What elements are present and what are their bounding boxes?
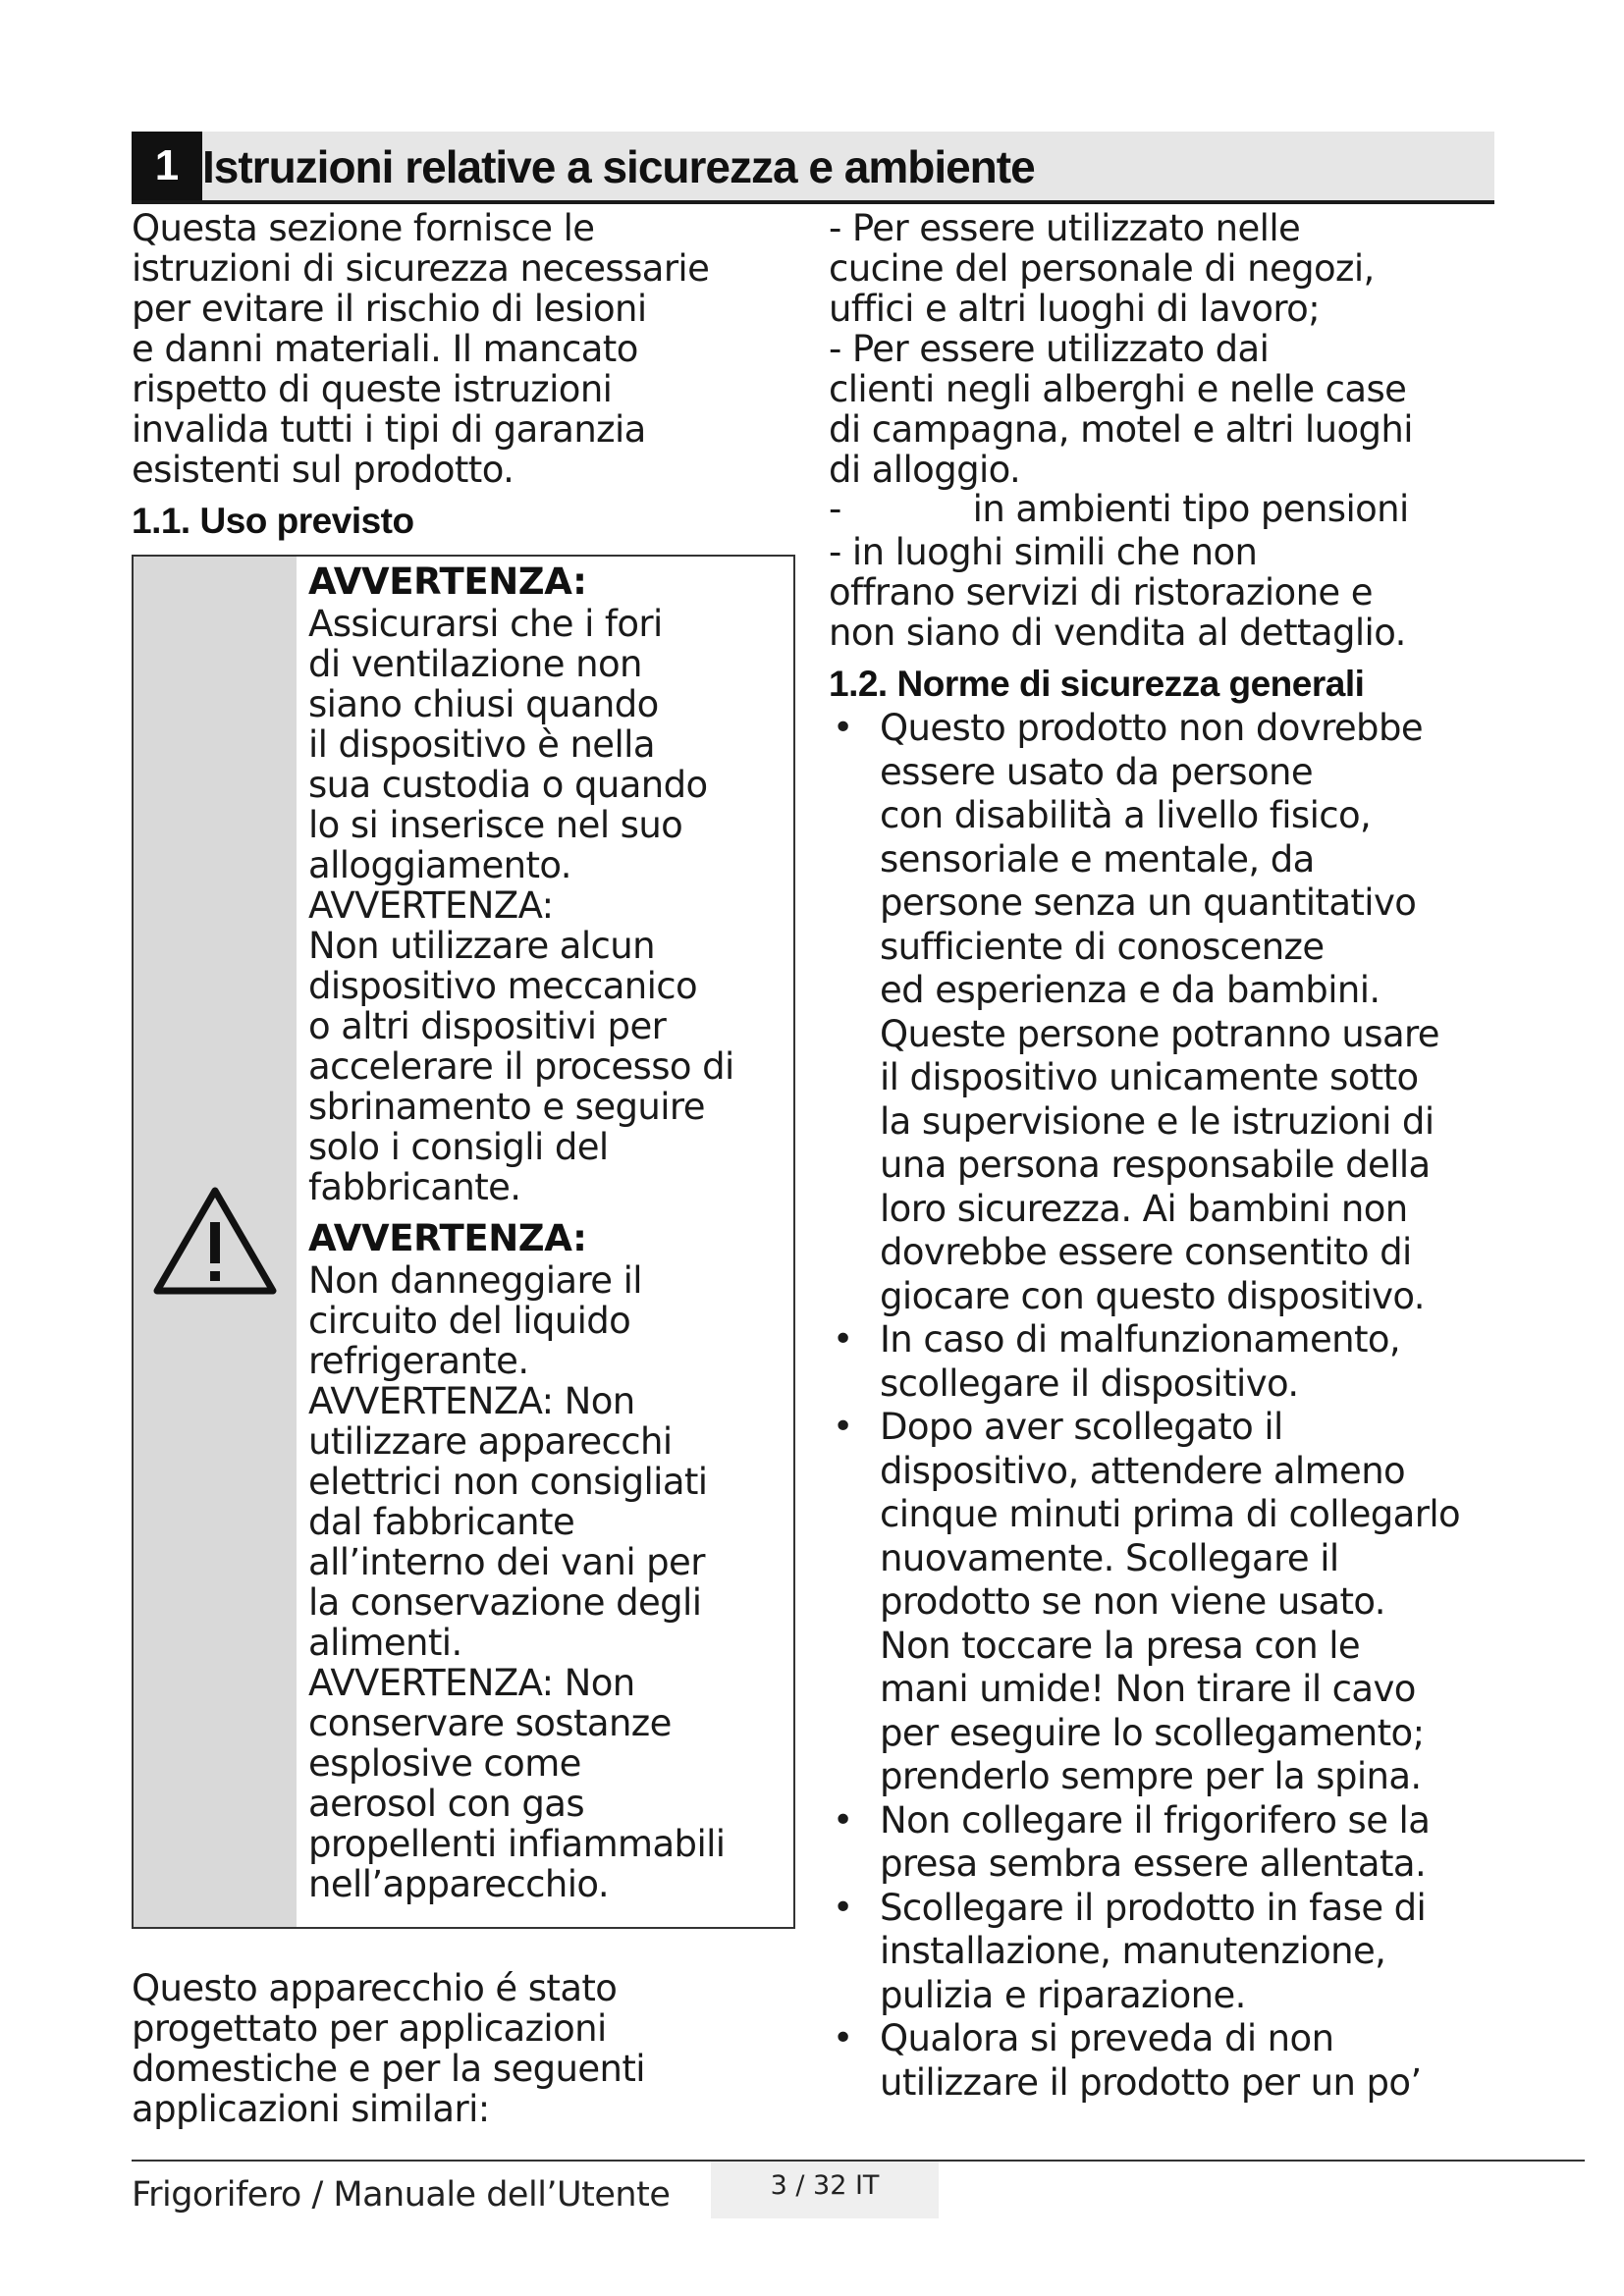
bullet-icon: • xyxy=(833,1799,853,1841)
use-item-pensioni: - in ambienti tipo pensioni xyxy=(829,488,1409,530)
list-item: • In caso di malfunzionamento, scollegare il dispositivo. xyxy=(833,1318,1401,1405)
bullet-icon: • xyxy=(833,708,853,748)
section-heading-uso-previsto: 1.1. Uso previsto xyxy=(132,501,414,541)
warning-text: AVVERTENZA: Non utilizzare apparecchi elettrici non consigliati dal fabbricante all’interno dei vani per la conservazione degli alimenti. xyxy=(308,1380,708,1664)
list-item: • Qualora si preveda di non utilizzare il prodotto per un po’ xyxy=(833,2017,1422,2104)
use-item-luoghi-simili: - in luoghi simili che non offrano servizi di ristorazione e non siano di vendita al dettaglio. xyxy=(829,531,1406,654)
warning-triangle-icon xyxy=(151,1185,279,1297)
chapter-header xyxy=(132,132,1494,204)
warning-texts xyxy=(308,561,789,1904)
bullet-icon: • xyxy=(833,1407,853,1447)
bullet-icon: • xyxy=(833,1887,853,1928)
list-item: • Questo prodotto non dovrebbe essere usato da persone con disabilità a livello fisico, sensoriale e mentale, da persone senza un quantitativo sufficiente di conoscenze ed esperienza e da bambini. Queste persone potranno usare il dispositivo unicamente sotto la supervisione e le istruzioni di una persona responsabile della loro sicurezza. Ai bambini non dovrebbe essere consentito di giocare con questo dispositivo. xyxy=(833,707,1439,1317)
chapter-title: Istruzioni relative a sicurezza e ambiente xyxy=(202,141,1035,192)
list-item: • Non collegare il frigorifero se la presa sembra essere allentata. xyxy=(833,1798,1431,1885)
warning-text: Assicurarsi che i fori di ventilazione non siano chiusi quando il dispositivo è nella sua custodia o quando lo si inserisce nel suo alloggiamento. xyxy=(308,603,708,886)
warning-text: Non danneggiare il circuito del liquido refrigerante. xyxy=(308,1259,642,1382)
list-item: • Dopo aver scollegato il dispositivo, attendere almeno cinque minuti prima di collegarlo nuovamente. Scollegare il prodotto se non viene usato. Non toccare la presa con le mani umide! Non tirare il cavo per eseguire lo scollegamento; prenderlo sempre per la spina. xyxy=(833,1406,1461,1797)
warning-text: AVVERTENZA: Non utilizzare alcun dispositivo meccanico o altri dispositivi per accelerare il processo di sbrinamento e seguire solo i consigli del fabbricante. xyxy=(308,884,734,1208)
intro-paragraph: Questa sezione fornisce le istruzioni di sicurezza necessarie per evitare il rischio di lesioni e danni materiali. Il mancato rispetto di queste istruzioni invalida tutti i tipi di garanzia esistenti sul prodotto. xyxy=(132,207,710,491)
warning-heading: AVVERTENZA: xyxy=(308,561,587,603)
page-number: 3 / 32 IT xyxy=(711,2162,939,2218)
bullet-icon: • xyxy=(833,2018,853,2058)
warning-text: AVVERTENZA: Non conservare sostanze esplosive come aerosol con gas propellenti infiammabili nell’apparecchio. xyxy=(308,1662,726,1905)
footer-manual-title: Frigorifero / Manuale dell’Utente xyxy=(132,2175,671,2215)
chapter-number: 1 xyxy=(132,132,202,200)
list-item: • Scollegare il prodotto in fase di installazione, manutenzione, pulizia e riparazione. xyxy=(833,1886,1427,2016)
bullet-icon: • xyxy=(833,1319,853,1360)
applications-paragraph: Questo apparecchio é stato progettato per applicazioni domestiche e per la seguenti applicazioni similari: xyxy=(132,1967,645,2130)
uses-paragraph: - Per essere utilizzato nelle cucine del personale di negozi, uffici e altri luoghi di lavoro; - Per essere utilizzato dai clienti negli alberghi e nelle case di campagna, motel e altri luoghi di alloggio. xyxy=(829,207,1413,491)
safety-rules-list xyxy=(829,707,1506,2105)
warning-box xyxy=(132,555,795,1929)
section-heading-norme-sicurezza: 1.2. Norme di sicurezza generali xyxy=(829,664,1365,704)
warning-heading: AVVERTENZA: xyxy=(308,1217,587,1259)
